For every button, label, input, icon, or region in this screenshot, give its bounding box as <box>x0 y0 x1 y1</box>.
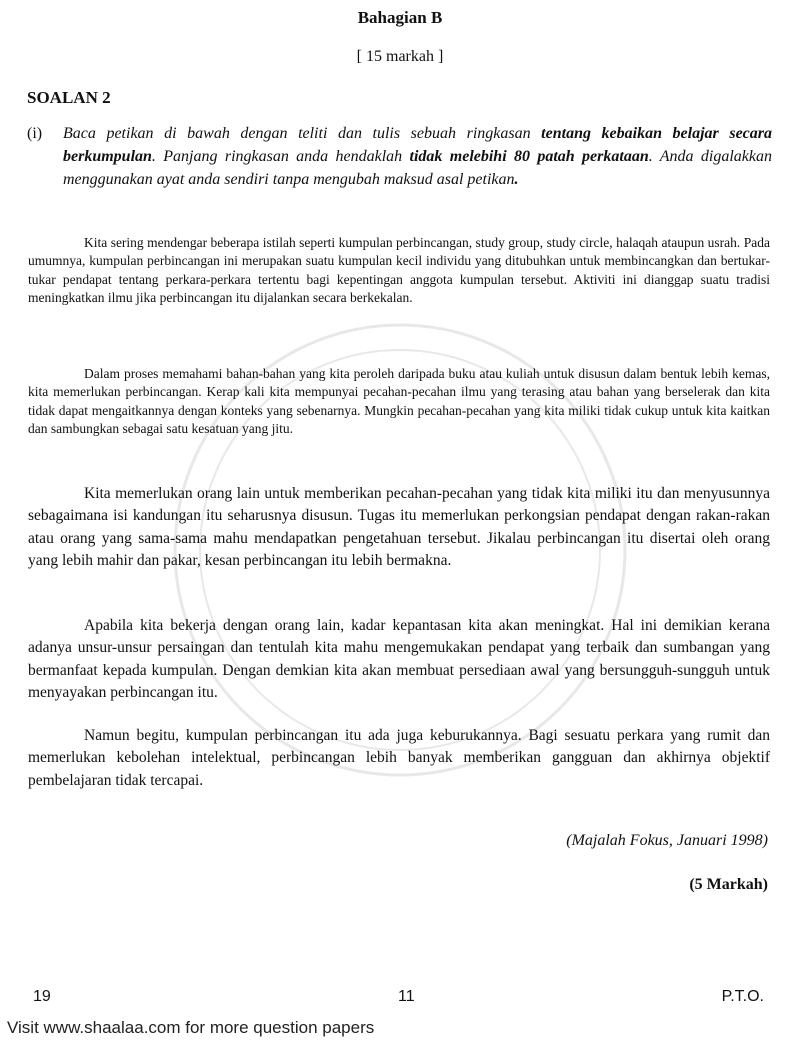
please-turn-over: P.T.O. <box>721 988 764 1005</box>
page-number: 11 <box>398 988 415 1005</box>
promo-footer: Visit www.shaalaa.com for more question papers <box>7 1018 375 1037</box>
question-instruction <box>27 122 772 191</box>
instruction-emphasis: . <box>514 171 519 188</box>
passage-paragraph: Apabila kita bekerja dengan orang lain, kadar kepantasan kita akan meningkat. Hal ini demikian kerana adanya unsur-unsur persaingan dan tentulah kita mahu mengemukakan pendapat yang terbaik dan sumbangan yang bermanfaat kepada kumpulan. Dengan demkian kita akan membuat persediaan awal yang bersungguh-sungguh untuk menyayakan perbincangan itu. <box>28 617 770 701</box>
instruction-emphasis: tentang kebaikan belajar secara berkumpulan <box>63 125 773 165</box>
passage-paragraph: Dalam proses memahami bahan-bahan yang kita peroleh daripada buku atau kuliah untuk disusun dalam bentuk lebih kemas, kita memerlukan perbincangan. Kerap kali kita mempunyai pecahan-pecahan ilmu yang terasing atau bahan yang berselerak dan kita tidak dapat mengaitkannya dengan konteks yang sebenarnya. Mungkin pecahan-pecahan yang kita miliki tidak cukup untuk kita kaitkan dan sambungkan sebagai satu kesatuan yang jitu. <box>28 366 770 436</box>
instruction-part: Baca petikan di bawah dengan teliti dan tulis sebuah ringkasan <box>63 125 542 142</box>
passage-paragraph: Namun begitu, kumpulan perbincangan itu ada juga keburukannya. Bagi sesuatu perkara yang rumit dan memerlukan kebolehan intelektual, perbincangan lebih banyak memberikan gangguan dan akhirnya objektif pembelajaran tidak tercapai. <box>28 727 770 789</box>
instruction-part: . Anda digalakkan menggunakan ayat anda sendiri tanpa mengubah maksud asal petikan <box>63 148 772 188</box>
instruction-emphasis: tidak melebihi 80 patah perkataan <box>409 148 649 165</box>
question-number: (i) <box>27 125 43 142</box>
paper-code: 19 <box>33 988 51 1005</box>
question-marks: (5 Markah) <box>689 876 768 893</box>
instruction-part: . Panjang ringkasan anda hendaklah <box>151 148 410 165</box>
question-title: SOALAN 2 <box>27 88 111 107</box>
section-marks: [ 15 markah ] <box>356 48 444 65</box>
passage-paragraph: Kita sering mendengar beberapa istilah seperti kumpulan perbincangan, study group, study circle, halaqah ataupun usrah. Pada umumnya, kumpulan perbincangan ini merupakan suatu kumpulan kecil individu yang ditubuhkan untuk membincangkan dan bertukar-tukar pendapat tentang perkara-perkara tertentu bagi kepentingan anggota kumpulan tersebut. Aktiviti ini dianggap suatu tradisi meningkatkan ilmu jika perbincangan itu dijalankan secara berkekalan. <box>28 235 770 305</box>
instruction-text <box>63 122 772 191</box>
passage-citation: (Majalah Fokus, Januari 1998) <box>566 832 768 849</box>
section-heading: Bahagian B <box>357 8 443 27</box>
passage-paragraph: Kita memerlukan orang lain untuk memberikan pecahan-pecahan yang tidak kita miliki itu dan menyusunnya sebagaimana isi kandungan itu seharusnya disusun. Tugas itu memerlukan perkongsian pendapat dengan rakan-rakan atau orang yang sama-sama mahu mendapatkan pengetahuan tersebut. Jikalau perbincangan itu disertai oleh orang yang lebih mahir dan pakar, kesan perbincangan itu lebih bermakna. <box>28 485 770 569</box>
